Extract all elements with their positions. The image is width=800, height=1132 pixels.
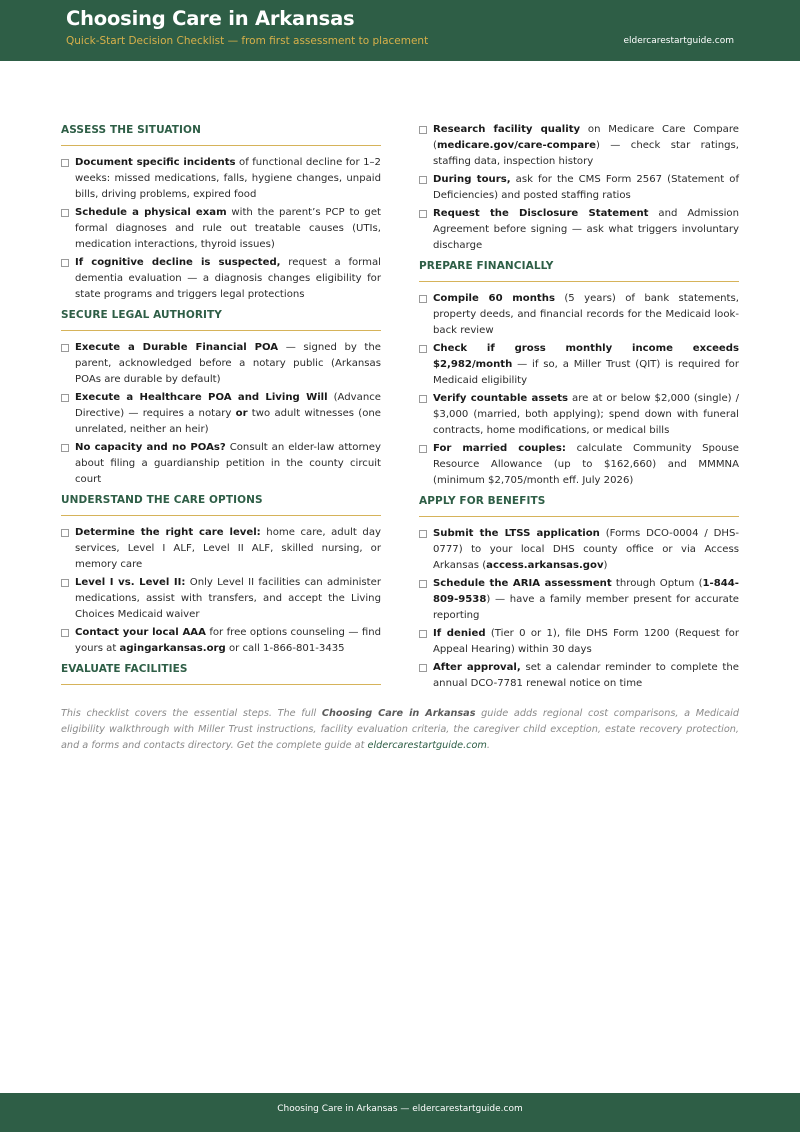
checklist-item: Submit the LTSS application (Forms DCO-0004 / DHS-0777) to your local DHS county office or via Access Arkansas (access.arkansas.gov) bbox=[419, 526, 739, 574]
section-heading: SECURE LEGAL AUTHORITY bbox=[61, 309, 381, 331]
checkbox[interactable] bbox=[61, 629, 69, 637]
checkbox[interactable] bbox=[419, 176, 427, 184]
checkbox[interactable] bbox=[419, 530, 427, 538]
checklist-item: Verify countable assets are at or below $2,000 (single) / $3,000 (married, both applying); spend down with funeral contracts, home modifications, or medical bills bbox=[419, 391, 739, 439]
checkbox[interactable] bbox=[419, 295, 427, 303]
checklist-item: Schedule a physical exam with the parent’s PCP to get formal diagnoses and rule out treatable causes (UTIs, medication interactions, thyroid issues) bbox=[61, 205, 381, 253]
checkbox[interactable] bbox=[419, 210, 427, 218]
page-footer bbox=[0, 1093, 800, 1132]
checkbox[interactable] bbox=[419, 126, 427, 134]
checklist-item: If cognitive decline is suspected, request a formal dementia evaluation — a diagnosis changes eligibility for state programs and triggers legal protections bbox=[61, 255, 381, 303]
checkbox[interactable] bbox=[61, 259, 69, 267]
guide-title: Choosing Care in Arkansas bbox=[321, 708, 476, 719]
checkbox[interactable] bbox=[419, 395, 427, 403]
guide-link[interactable]: eldercarestartguide.com bbox=[367, 740, 487, 751]
checkbox[interactable] bbox=[419, 345, 427, 353]
checklist-item: Request the Disclosure Statement and Admission Agreement before signing — ask what triggers involuntary discharge bbox=[419, 206, 739, 254]
checkbox[interactable] bbox=[419, 445, 427, 453]
checkbox[interactable] bbox=[419, 630, 427, 638]
checkbox[interactable] bbox=[61, 529, 69, 537]
section-heading: UNDERSTAND THE CARE OPTIONS bbox=[61, 494, 381, 516]
checklist-item: Determine the right care level: home care, adult day services, Level I ALF, Level II ALF, skilled nursing, or memory care bbox=[61, 525, 381, 573]
section-heading: PREPARE FINANCIALLY bbox=[419, 260, 739, 282]
checkbox[interactable] bbox=[61, 344, 69, 352]
section-heading: ASSESS THE SITUATION bbox=[61, 124, 381, 146]
checklist-item: Contact your local AAA for free options counseling — find yours at agingarkansas.org or call 1-866-801-3435 bbox=[61, 625, 381, 657]
checklist-item: After approval, set a calendar reminder to complete the annual DCO-7781 renewal notice on time bbox=[419, 660, 739, 692]
checkbox[interactable] bbox=[61, 159, 69, 167]
checklist-item: During tours, ask for the CMS Form 2567 (Statement of Deficiencies) and posted staffing ratios bbox=[419, 172, 739, 204]
right-column bbox=[419, 122, 739, 694]
section-heading: EVALUATE FACILITIES bbox=[61, 663, 381, 685]
checklist-item: Execute a Durable Financial POA — signed by the parent, acknowledged before a notary public (Arkansas POAs are durable by default) bbox=[61, 340, 381, 388]
section-evaluate-items bbox=[419, 122, 739, 254]
left-column bbox=[61, 122, 381, 694]
checklist-item: Schedule the ARIA assessment through Optum (1-844-809-9538) — have a family member present for accurate reporting bbox=[419, 576, 739, 624]
closing-note: This checklist covers the essential steps. The full Choosing Care in Arkansas guide adds regional cost comparisons, a Medicaid eligibility walkthrough with Miller Trust instructions, facility evaluation criteria, the caregiver child exception, estate recovery protection, and a forms and contacts directory. Get the complete guide at eldercarestartguide.com. bbox=[61, 708, 739, 751]
page-header bbox=[0, 0, 800, 61]
checklist-item: No capacity and no POAs? Consult an elder-law attorney about filing a guardianship petition in the county circuit court bbox=[61, 440, 381, 488]
checkbox[interactable] bbox=[419, 580, 427, 588]
header-site-link[interactable]: eldercarestartguide.com bbox=[623, 36, 734, 46]
section-assess bbox=[61, 124, 381, 303]
page-subtitle: Quick-Start Decision Checklist — from first assessment to placement bbox=[66, 35, 429, 47]
checkbox[interactable] bbox=[61, 394, 69, 402]
checklist-item: Compile 60 months (5 years) of bank statements, property deeds, and financial records for the Medicaid look-back review bbox=[419, 291, 739, 339]
section-care-options bbox=[61, 494, 381, 657]
checklist-item: If denied (Tier 0 or 1), file DHS Form 1200 (Request for Appeal Hearing) within 30 days bbox=[419, 626, 739, 658]
section-financial bbox=[419, 260, 739, 489]
section-benefits bbox=[419, 495, 739, 692]
section-legal bbox=[61, 309, 381, 488]
section-evaluate bbox=[61, 663, 381, 685]
checklist-item: Document specific incidents of functional decline for 1–2 weeks: missed medications, falls, hygiene changes, unpaid bills, driving problems, expired food bbox=[61, 155, 381, 203]
section-heading: APPLY FOR BENEFITS bbox=[419, 495, 739, 517]
checklist-item: Check if gross monthly income exceeds $2,982/month — if so, a Miller Trust (QIT) is required for Medicaid eligibility bbox=[419, 341, 739, 389]
checklist-item: Execute a Healthcare POA and Living Will (Advance Directive) — requires a notary or two adult witnesses (one unrelated, neither an heir) bbox=[61, 390, 381, 438]
checkbox[interactable] bbox=[61, 579, 69, 587]
checklist-item: For married couples: calculate Community Spouse Resource Allowance (up to $162,660) and MMMNA (minimum $2,705/month eff. July 2026) bbox=[419, 441, 739, 489]
page-title: Choosing Care in Arkansas bbox=[66, 7, 355, 30]
checklist-item: Research facility quality on Medicare Care Compare (medicare.gov/care-compare) — check star ratings, staffing data, inspection history bbox=[419, 122, 739, 170]
checkbox[interactable] bbox=[61, 444, 69, 452]
checklist-item: Level I vs. Level II: Only Level II facilities can administer medications, assist with transfers, and accept the Living Choices Medicaid waiver bbox=[61, 575, 381, 623]
footer-text: Choosing Care in Arkansas — eldercarestartguide.com bbox=[277, 1104, 523, 1114]
checkbox[interactable] bbox=[61, 209, 69, 217]
checkbox[interactable] bbox=[419, 664, 427, 672]
